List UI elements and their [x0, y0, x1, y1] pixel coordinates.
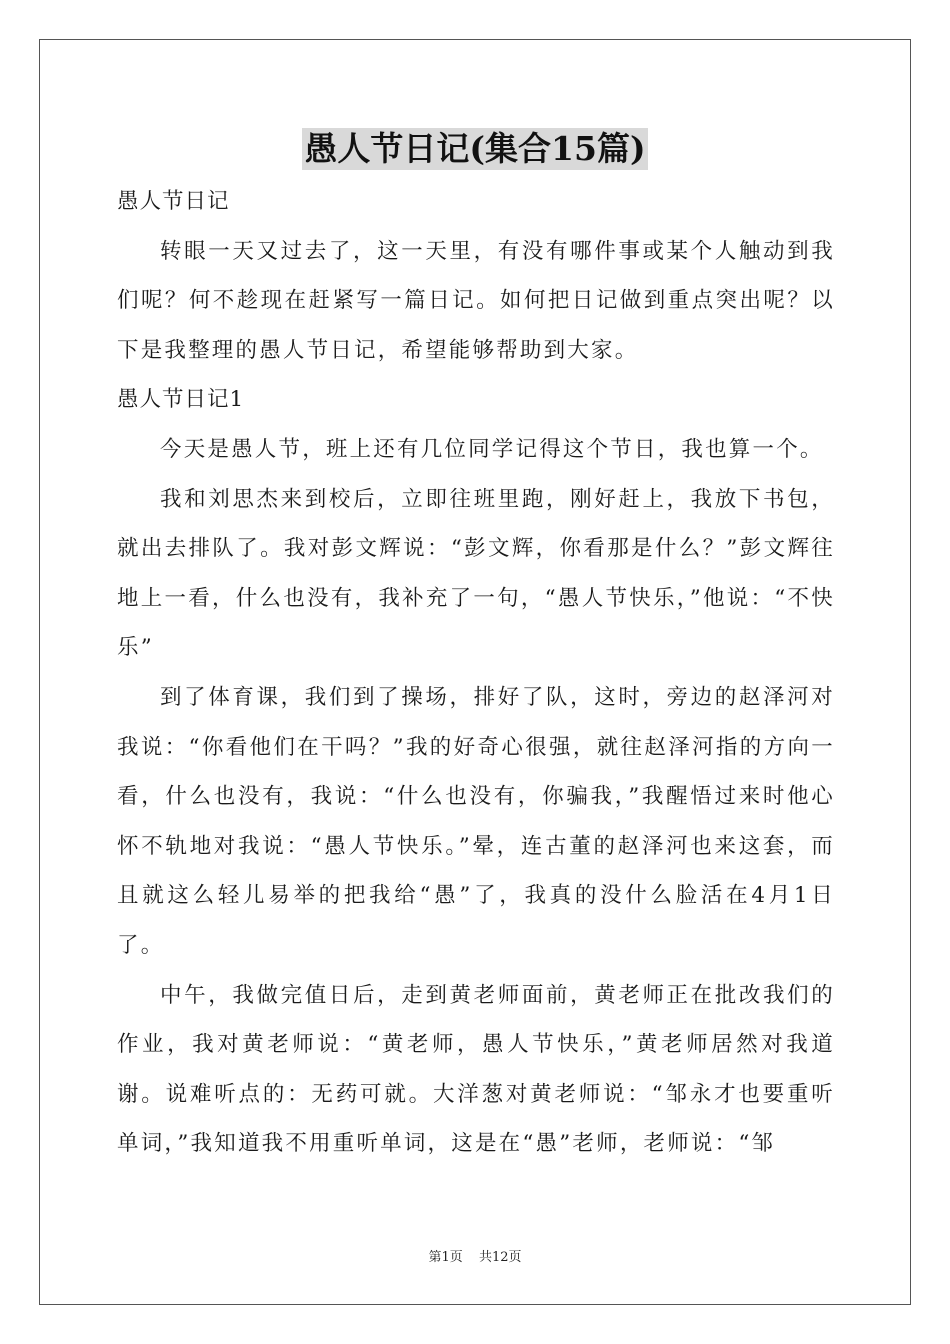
document-body — [117, 177, 835, 1169]
body-paragraph: 到了体育课，我们到了操场，排好了队，这时，旁边的赵泽河对我说：“你看他们在干吗？”我的好奇心很强，就往赵泽河指的方向一看，什么也没有，我说：“什么也没有，你骗我，”我醒悟过来时他心怀不轨地对我说：“愚人节快乐。”晕，连古董的赵泽河也来这套，而且就这么轻儿易举的把我给“愚”了，我真的没什么脸活在4月1日了。 — [117, 684, 835, 958]
title-area — [0, 128, 950, 170]
document-title: 愚人节日记(集合15篇) — [304, 129, 646, 168]
page-footer — [0, 1246, 950, 1265]
body-paragraph: 我和刘思杰来到校后，立即往班里跑，刚好赶上，我放下书包，就出去排队了。我对彭文辉说：“彭文辉，你看那是什么？”彭文辉往地上一看，什么也没有，我补充了一句，“愚人节快乐，”他说：“不快乐” — [117, 486, 835, 661]
page-total: 共12页 — [478, 1250, 522, 1265]
body-paragraph: 今天是愚人节，班上还有几位同学记得这个节日，我也算一个。 — [160, 436, 824, 462]
section-heading: 愚人节日记1 — [117, 387, 245, 413]
section-heading: 愚人节日记 — [117, 189, 230, 214]
body-paragraph: 中午，我做完值日后，走到黄老师面前，黄老师正在批改我们的作业，我对黄老师说：“黄老师，愚人节快乐，”黄老师居然对我道谢。说难听点的：无药可就。大洋葱对黄老师说：“邹永才也要重听单词，”我知道我不用重听单词，这是在“愚”老师，老师说：“邹 — [117, 982, 835, 1157]
page-number: 第1页 — [428, 1250, 463, 1265]
body-paragraph: 转眼一天又过去了，这一天里，有没有哪件事或某个人触动到我们呢？何不趁现在赶紧写一篇日记。如何把日记做到重点突出呢？以下是我整理的愚人节日记，希望能够帮助到大家。 — [117, 238, 835, 363]
